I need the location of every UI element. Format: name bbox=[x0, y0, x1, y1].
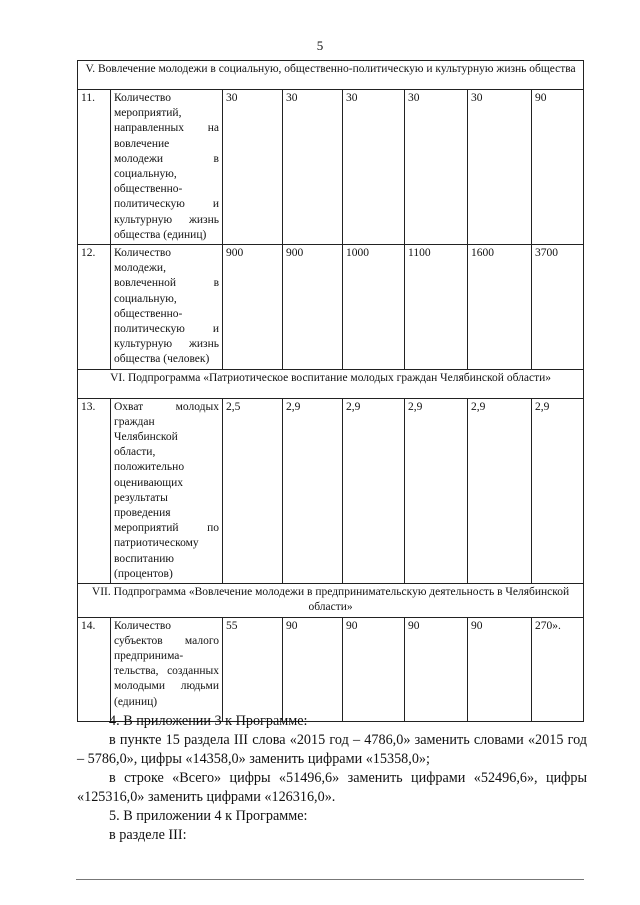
paragraph-section-iii-change: в пункте 15 раздела III слова «2015 год – 4786,0» заменить словами «2015 год – 5786,0», цифры «14358,0» заменить цифрами «15358,0»; bbox=[77, 732, 587, 767]
value-cell: 1100 bbox=[405, 245, 468, 370]
table-row bbox=[78, 90, 584, 245]
value-cell: 3700 bbox=[532, 245, 584, 370]
value-cell: 90 bbox=[283, 617, 343, 721]
value-cell: 30 bbox=[468, 90, 532, 245]
indicator-label: Количество молодежи, вовлеченной в социальную, общественно-политическую и культурную жизнь общества (человек) bbox=[111, 245, 223, 370]
value-cell: 1600 bbox=[468, 245, 532, 370]
value-cell: 1000 bbox=[343, 245, 405, 370]
section-vii-heading: VII. Подпрограмма «Вовлечение молодежи в предпринимательскую деятельность в Челябинской области» bbox=[78, 584, 584, 617]
section-vi-row bbox=[78, 369, 584, 398]
value-cell: 90 bbox=[468, 617, 532, 721]
value-cell: 2,9 bbox=[405, 398, 468, 583]
section-vii-row bbox=[78, 584, 584, 617]
paragraph-appendix-4: 5. В приложении 4 к Программе: bbox=[109, 808, 308, 824]
indicator-label: Количество мероприятий, направленных на вовлечение молодежи в социальную, общественно-политическую и культурную жизнь общества (единиц) bbox=[111, 90, 223, 245]
indicators-table bbox=[77, 60, 584, 722]
row-number: 13. bbox=[78, 398, 111, 583]
value-cell: 90 bbox=[343, 617, 405, 721]
section-v-row bbox=[78, 61, 584, 90]
paragraph-appendix-3: 4. В приложении 3 к Программе: bbox=[109, 713, 308, 729]
section-vi-heading: VI. Подпрограмма «Патриотическое воспитание молодых граждан Челябинской области» bbox=[78, 369, 584, 398]
value-cell: 30 bbox=[343, 90, 405, 245]
table-row bbox=[78, 617, 584, 721]
value-cell: 30 bbox=[283, 90, 343, 245]
indicator-label: Количество субъектов малого предпринима-тельства, созданных молодыми людьми (единиц) bbox=[111, 617, 223, 721]
row-number: 12. bbox=[78, 245, 111, 370]
value-cell: 2,9 bbox=[343, 398, 405, 583]
value-cell: 90 bbox=[405, 617, 468, 721]
value-cell: 90 bbox=[532, 90, 584, 245]
value-cell: 270». bbox=[532, 617, 584, 721]
paragraph-total-change: в строке «Всего» цифры «51496,6» заменить цифрами «52496,6», цифры «125316,0» заменить цифрами «126316,0». bbox=[77, 770, 587, 805]
section-v-heading: V. Вовлечение молодежи в социальную, общественно-политическую и культурную жизнь общества bbox=[78, 61, 584, 90]
value-cell: 2,9 bbox=[532, 398, 584, 583]
value-cell: 2,9 bbox=[283, 398, 343, 583]
paragraph-section-iii: в разделе III: bbox=[109, 827, 187, 843]
value-cell: 30 bbox=[223, 90, 283, 245]
row-number: 14. bbox=[78, 617, 111, 721]
row-number: 11. bbox=[78, 90, 111, 245]
value-cell: 2,9 bbox=[468, 398, 532, 583]
footer-divider bbox=[76, 879, 584, 880]
value-cell: 30 bbox=[405, 90, 468, 245]
table-row bbox=[78, 245, 584, 370]
value-cell: 900 bbox=[223, 245, 283, 370]
value-cell: 2,5 bbox=[223, 398, 283, 583]
page-number: 5 bbox=[316, 38, 324, 53]
indicator-label: Охват молодых граждан Челябинской области, положительно оценивающих результаты проведения мероприятий по патриотическому воспитанию (процентов) bbox=[111, 398, 223, 583]
table-row bbox=[78, 398, 584, 583]
value-cell: 55 bbox=[223, 617, 283, 721]
value-cell: 900 bbox=[283, 245, 343, 370]
